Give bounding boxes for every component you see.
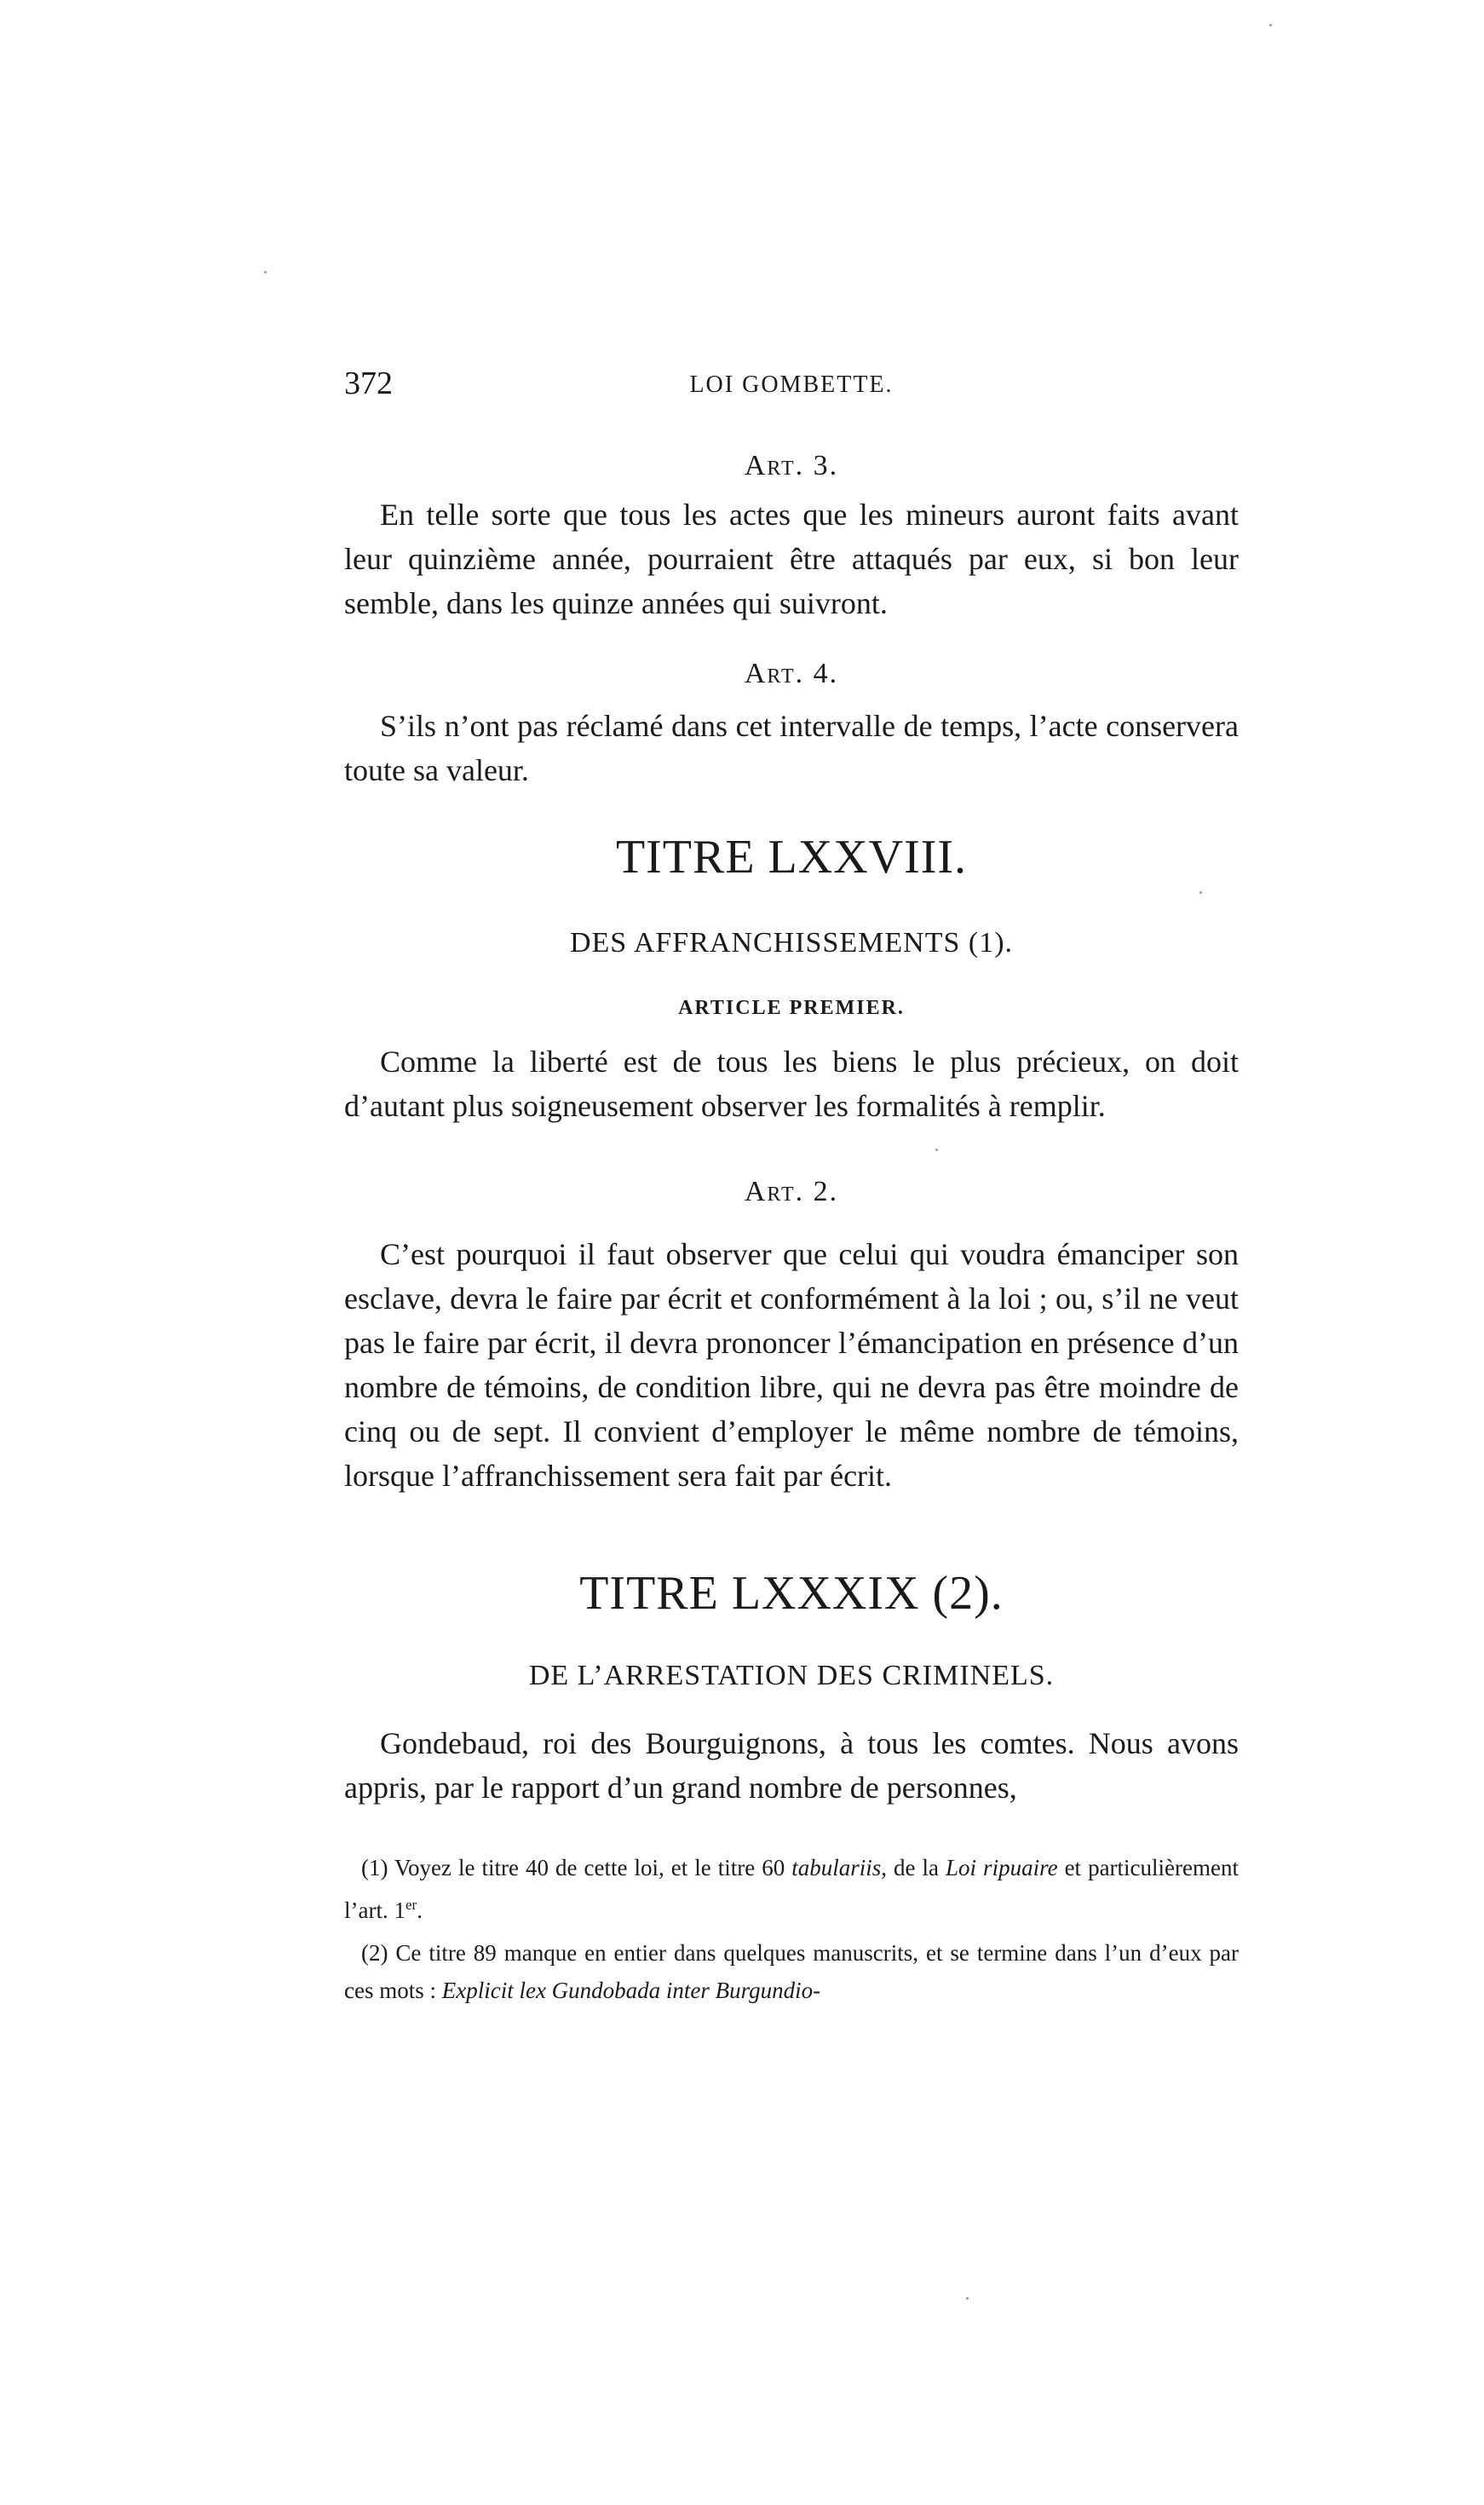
art4-heading: Art. 4. [744, 658, 839, 689]
titre-89-paragraph: Gondebaud, roi des Bourguignons, à tous les comtes. Nous avons appris, par le rapport d’un grand nombre de personnes, [344, 1726, 1239, 1805]
footnote-1: (1) Voyez le titre 40 de cette loi, et le titre 60 tabulariis, de la Loi ripuaire et particulièrement l’art. 1er. [344, 1855, 1239, 1923]
titre-78-subtitle: DES AFFRANCHISSEMENTS (1). [569, 927, 1014, 959]
art2-heading: Art. 2. [744, 1176, 839, 1207]
running-title: LOI GOMBETTE. [689, 371, 894, 398]
art4-paragraph: S’ils n’ont pas réclamé dans cet intervalle de temps, l’acte conservera toute sa valeur. [344, 709, 1239, 787]
paper-speck [264, 271, 267, 274]
paper-speck [935, 1149, 938, 1151]
titre-78-heading: TITRE LXXVIII. [615, 831, 968, 884]
paper-speck [1199, 891, 1202, 894]
article-premier-heading: ARTICLE PREMIER. [678, 997, 905, 1019]
footnote-2: (2) Ce titre 89 manque en entier dans quelques manuscrits, et se termine dans l’un d’eux par ces mots : Explicit lex Gundobada inter Burgundio- [344, 1940, 1239, 2003]
paper-speck [1269, 24, 1272, 26]
art3-paragraph: En telle sorte que tous les actes que les mineurs auront faits avant leur quinzième année, pourraient être attaqués par eux, si bon leur semble, dans les quinze années qui suivront. [344, 498, 1239, 620]
art3-heading: Art. 3. [744, 450, 839, 481]
paper-speck [966, 2297, 969, 2300]
footnotes [344, 1849, 1239, 2009]
art2-paragraph: C’est pourquoi il faut observer que celui qui voudra émanciper son esclave, devra le faire par écrit et conformément à la loi ; ou, s’il ne veut pas le faire par écrit, il devra prononcer l’émancipation en présence d’un nombre de témoins, de condition libre, qui ne devra pas être moindre de cinq ou de sept. Il convient d’employer le même nombre de témoins, lorsque l’affranchissement sera fait par écrit. [344, 1237, 1239, 1493]
titre-89-heading: TITRE LXXXIX (2). [579, 1567, 1004, 1620]
titre-89-subtitle: DE L’ARRESTATION DES CRIMINELS. [528, 1660, 1055, 1691]
art1-paragraph: Comme la liberté est de tous les biens le plus précieux, on doit d’autant plus soigneusement observer les formalités à remplir. [344, 1045, 1239, 1123]
page-number: 372 [344, 366, 393, 401]
running-head [344, 365, 1239, 416]
